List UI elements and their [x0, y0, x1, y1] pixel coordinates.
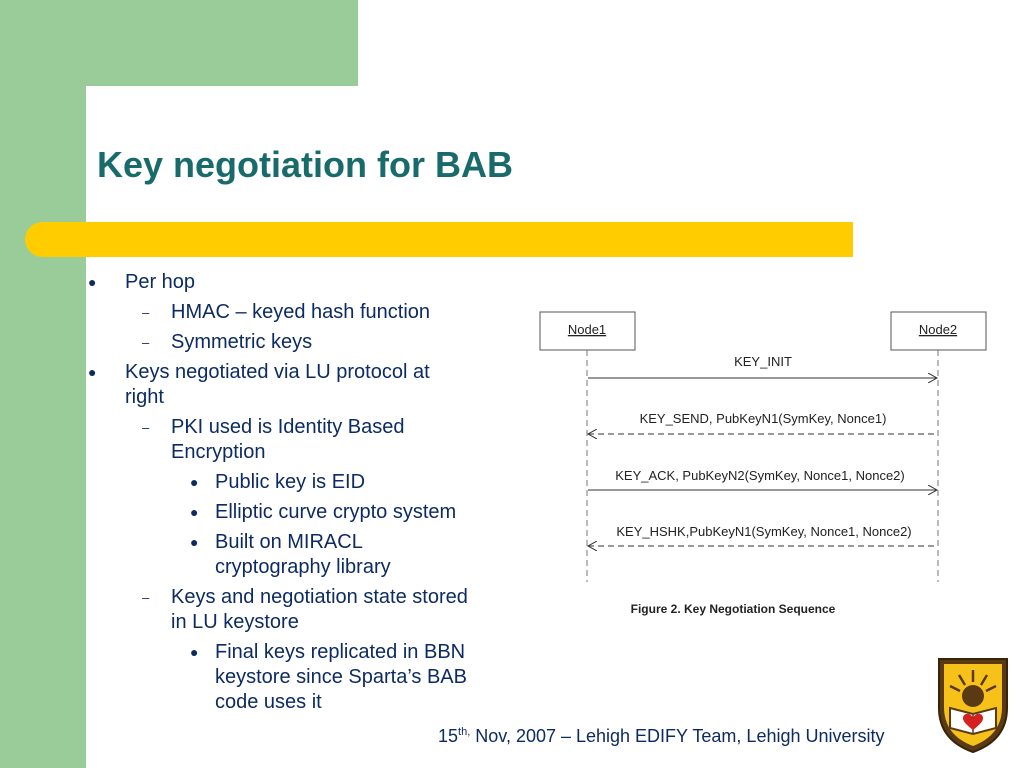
bullet-lu-line2: right [125, 386, 164, 408]
sub-bullet-symmetric: Symmetric keys [171, 331, 313, 353]
sub-sub-bullet-final-line1: Final keys replicated in BBN [215, 641, 466, 663]
sub-sub-bullet-miracl-line1: Built on MIRACL [215, 531, 363, 553]
sub-sub-bullet-final-line2: keystore since Sparta’s BAB [215, 666, 467, 688]
message-label-key-hshk: KEY_HSHK,PubKeyN1(SymKey, Nonce1, Nonce2) [616, 524, 912, 539]
footer-day-suffix: th, [458, 726, 471, 738]
bullet-dot-icon: ● [88, 364, 97, 380]
bullet-dot-icon: ● [190, 504, 199, 520]
dash-icon: – [142, 305, 150, 320]
slide-title: Key negotiation for BAB [97, 144, 514, 185]
bullet-lu-line1: Keys negotiated via LU protocol at [125, 361, 430, 383]
footer-day: 15 [438, 726, 459, 746]
message-label-key-send: KEY_SEND, PubKeyN1(SymKey, Nonce1) [639, 411, 887, 426]
node2-label: Node2 [918, 322, 958, 337]
bullet-dot-icon: ● [190, 474, 199, 490]
sub-bullet-hmac: HMAC – keyed hash function [171, 301, 431, 323]
sub-sub-bullet-elliptic: Elliptic curve crypto system [215, 501, 457, 523]
dash-icon: – [142, 590, 150, 605]
message-label-key-init: KEY_INIT [734, 354, 792, 369]
dash-icon: – [142, 420, 150, 435]
bullet-dot-icon: ● [190, 534, 199, 550]
bullet-dot-icon: ● [88, 274, 97, 290]
sub-bullet-pki-line1: PKI used is Identity Based [171, 416, 405, 438]
lehigh-university-shield-logo [936, 656, 1010, 754]
sub-bullet-pki-line2: Encryption [171, 441, 266, 463]
sub-bullet-state-line2: in LU keystore [171, 611, 299, 633]
bullet-dot-icon: ● [190, 644, 199, 660]
dash-icon: – [142, 335, 150, 350]
node1-label: Node1 [567, 322, 607, 337]
slide-footer [438, 726, 885, 747]
message-label-key-ack: KEY_ACK, PubKeyN2(SymKey, Nonce1, Nonce2) [615, 468, 905, 483]
figure-caption: Figure 2. Key Negotiation Sequence [630, 602, 836, 616]
sub-sub-bullet-final-line3: code uses it [215, 691, 322, 713]
sub-bullet-state-line1: Keys and negotiation state stored [171, 586, 468, 608]
sub-sub-bullet-public-key: Public key is EID [215, 471, 366, 493]
footer-text: Nov, 2007 – Lehigh EDIFY Team, Lehigh University [470, 726, 885, 746]
sub-sub-bullet-miracl-line2: cryptography library [215, 556, 391, 578]
bullet-per-hop: Per hop [125, 271, 196, 293]
